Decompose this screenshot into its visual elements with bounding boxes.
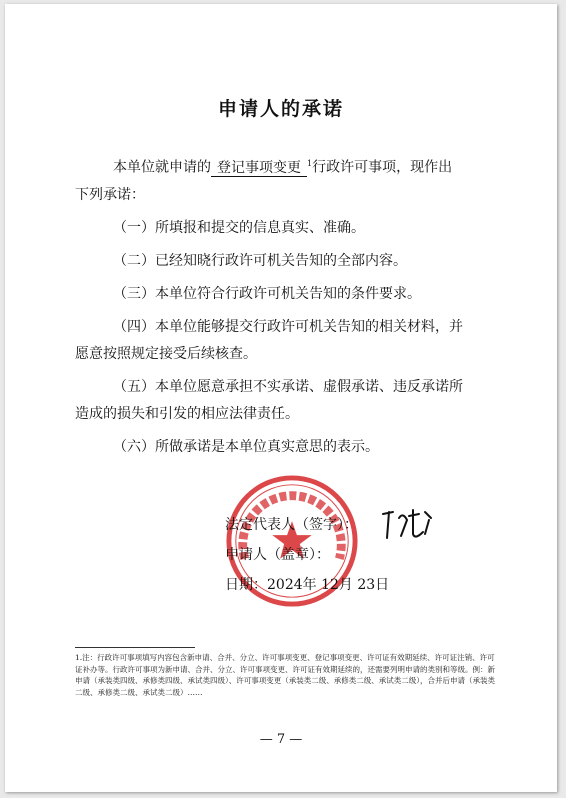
applicant-label: 申请人（盖章）： [225, 547, 330, 563]
commitment-3: （三）本单位符合行政许可机关告知的条件要求。 [113, 285, 421, 302]
commitment-2: （二）已经知晓行政许可机关告知的全部内容。 [113, 252, 407, 269]
intro-suffix: 行政许可事项，现作出 [312, 159, 453, 176]
date-label: 日期：2024年 12月 23日 [225, 577, 390, 593]
commitment-4: （四）本单位能够提交行政许可机关告知的相关材料，并 [113, 318, 463, 335]
commitment-body [75, 150, 495, 461]
page-number: — 7 — [259, 732, 303, 747]
footnote: 1.注：行政许可事项填写内容包含新申请、合并、分立、许可事项变更、登记事项变更、许可证有效期延续、许可证注销、许可证补办等。行政许可事项为新申请、合并、分立、许可事项变更、许可证有效期延续的，还需要列明申请的类别和等级。例：新申请（承装类四级、承修类四级、承试类四级）、许可事项变更（承装类二级、承修类二级、承试类二级），合并后申请（承装类二级、承修类二级、承试类二级）…… [75, 653, 495, 697]
document-page [5, 4, 557, 792]
footnote-divider [75, 647, 195, 648]
commitment-5-cont: 造成的损失和引发的相应法律责任。 [75, 405, 299, 422]
signature-icon [379, 504, 439, 544]
page-title: 申请人的承诺 [217, 98, 344, 120]
commitment-1: （一）所填报和提交的信息真实、准确。 [113, 219, 365, 236]
legal-rep-label: 法定代表人（签字）： [225, 517, 358, 533]
footnote-ref: 1 [307, 159, 313, 168]
intro-line [75, 150, 495, 182]
intro-prefix: 本单位就申请的 [113, 159, 211, 176]
commitment-5: （五）本单位愿意承担不实承诺、虚假承诺、违反承诺所 [113, 378, 463, 395]
commitment-6: （六）所做承诺是本单位真实意思的表示。 [113, 438, 379, 455]
commitment-4-cont: 愿意按照规定接受后续核查。 [75, 345, 257, 362]
item-filled: 登记事项变更 [211, 160, 307, 177]
signature-block [225, 510, 389, 600]
intro-line-2: 下列承诺： [75, 186, 145, 203]
